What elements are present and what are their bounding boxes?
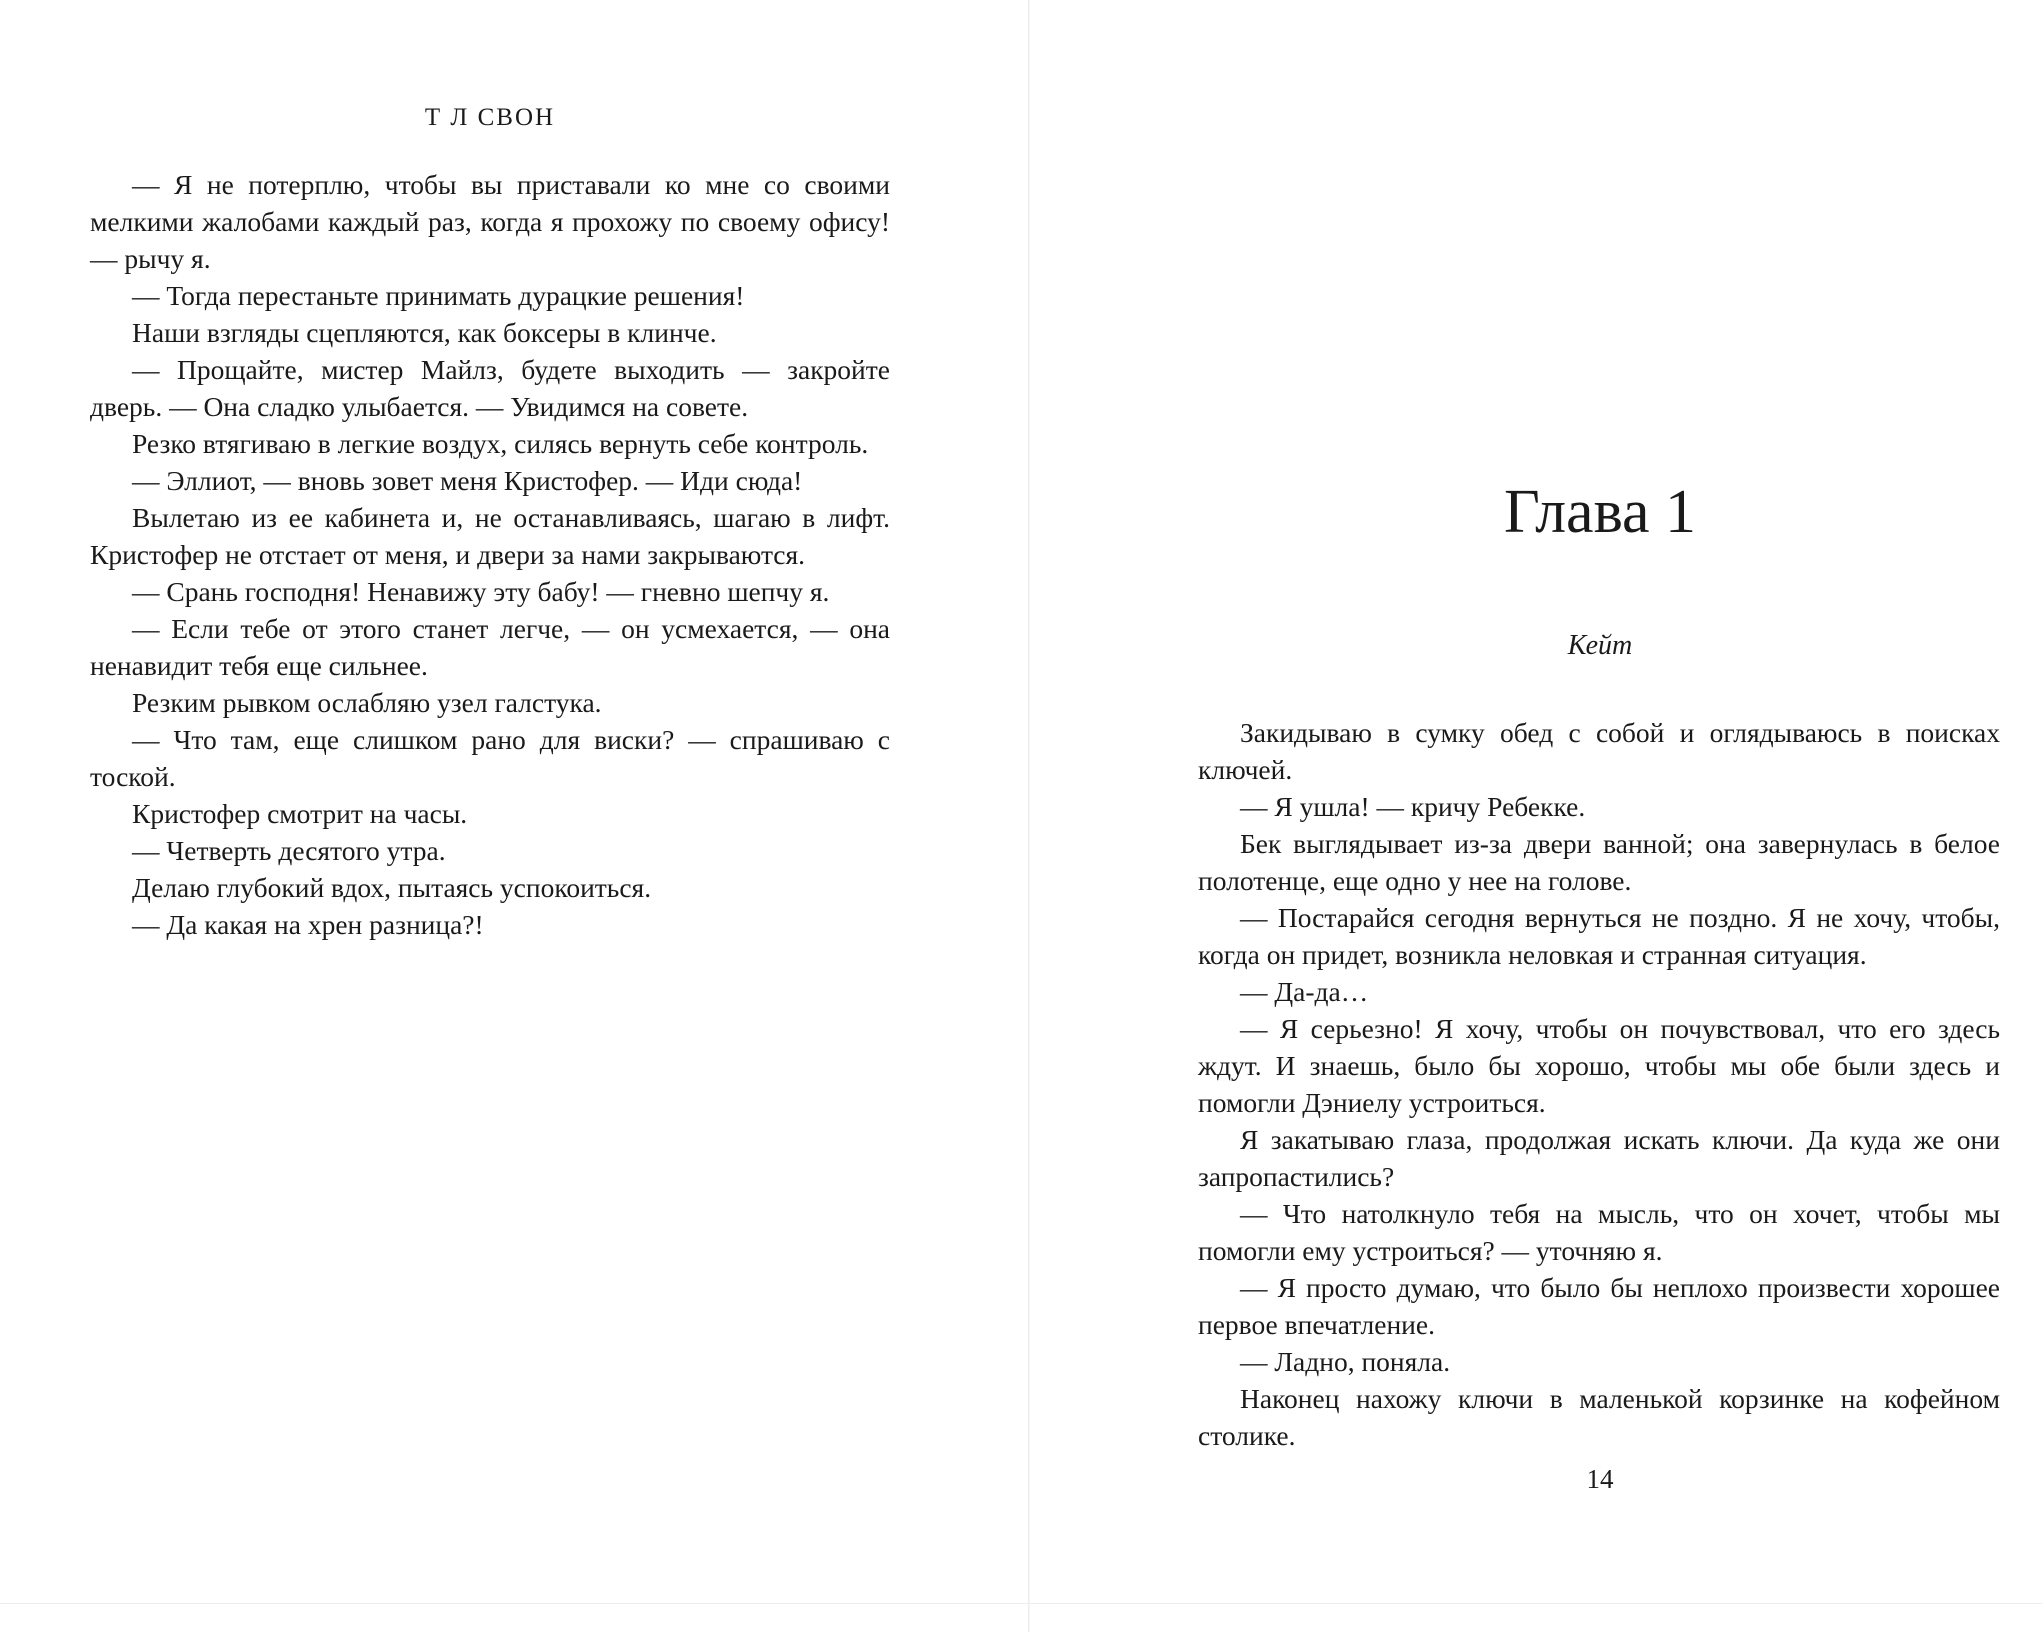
paragraph: — Что там, еще слишком рано для виски? — спрашиваю с тоской. — [90, 724, 890, 792]
right-page-text — [1198, 714, 2000, 1454]
paragraph: — Да-да… — [1240, 976, 1369, 1007]
paragraph: — Постарайся сегодня вернуться не поздно. Я не хочу, чтобы, когда он придет, возникла неловкая и странная ситуация. — [1198, 902, 2000, 970]
paragraph: Делаю глубокий вдох, пытаясь успокоиться. — [132, 872, 652, 903]
paragraph: — Что натолкнуло тебя на мысль, что он хочет, чтобы мы помогли ему устроиться? — уточняю я. — [1198, 1198, 2000, 1266]
paragraph: — Прощайте, мистер Майлз, будете выходить — закройте дверь. — Она сладко улыбается. — Увидимся на совете. — [90, 354, 890, 422]
paragraph: Бек выглядывает из-за двери ванной; она завернулась в белое полотенце, еще одно у нее на голове. — [1198, 828, 2000, 896]
paragraph: — Четверть десятого утра. — [132, 835, 446, 866]
paragraph: — Ладно, поняла. — [1240, 1346, 1451, 1377]
paragraph: Резко втягиваю в легкие воздух, силясь вернуть себе контроль. — [132, 428, 869, 459]
paragraph: Наконец нахожу ключи в маленькой корзинке на кофейном столике. — [1198, 1383, 2000, 1451]
paragraph: — Я просто думаю, что было бы неплохо произвести хорошее первое впечатление. — [1198, 1272, 2000, 1340]
paragraph: Кристофер смотрит на часы. — [132, 798, 468, 829]
left-page-text — [90, 166, 890, 943]
chapter-pov-name: Кейт — [1567, 630, 1633, 661]
paragraph: — Эллиот, — вновь зовет меня Кристофер. — Иди сюда! — [132, 465, 803, 496]
paragraph: — Я ушла! — кричу Ребекке. — [1240, 791, 1586, 822]
paragraph: — Срань господня! Ненавижу эту бабу! — гневно шепчу я. — [132, 576, 830, 607]
paragraph: Закидываю в сумку обед с собой и оглядываюсь в поисках ключей. — [1198, 717, 2000, 785]
paragraph: — Если тебе от этого станет легче, — он усмехается, — она ненавидит тебя еще сильнее. — [90, 613, 890, 681]
paragraph: — Я серьезно! Я хочу, чтобы он почувствовал, что его здесь ждут. И знаешь, было бы хорошо, чтобы мы обе были здесь и помогли Дэниелу устроиться. — [1198, 1013, 2000, 1118]
paragraph: — Я не потерплю, чтобы вы приставали ко мне со своими мелкими жалобами каждый раз, когда я прохожу по своему офису! — рычу я. — [90, 169, 890, 274]
page-bottom-edge — [0, 1603, 2042, 1604]
paragraph: — Тогда перестаньте принимать дурацкие решения! — [132, 280, 745, 311]
paragraph: Я закатываю глаза, продолжая искать ключи. Да куда же они запропастились? — [1198, 1124, 2000, 1192]
running-head: Т Л СВОН — [424, 104, 556, 131]
paragraph: Резким рывком ослабляю узел галстука. — [132, 687, 602, 718]
paragraph: Вылетаю из ее кабинета и, не останавливаясь, шагаю в лифт. Кристофер не отстает от меня, и двери за нами закрываются. — [90, 502, 890, 570]
chapter-title: Глава 1 — [1503, 477, 1697, 546]
paragraph: Наши взгляды сцепляются, как боксеры в клинче. — [132, 317, 717, 348]
right-page — [1030, 0, 2042, 1632]
page-number: 14 — [1586, 1464, 1614, 1494]
paragraph: — Да какая на хрен разница?! — [132, 909, 484, 940]
